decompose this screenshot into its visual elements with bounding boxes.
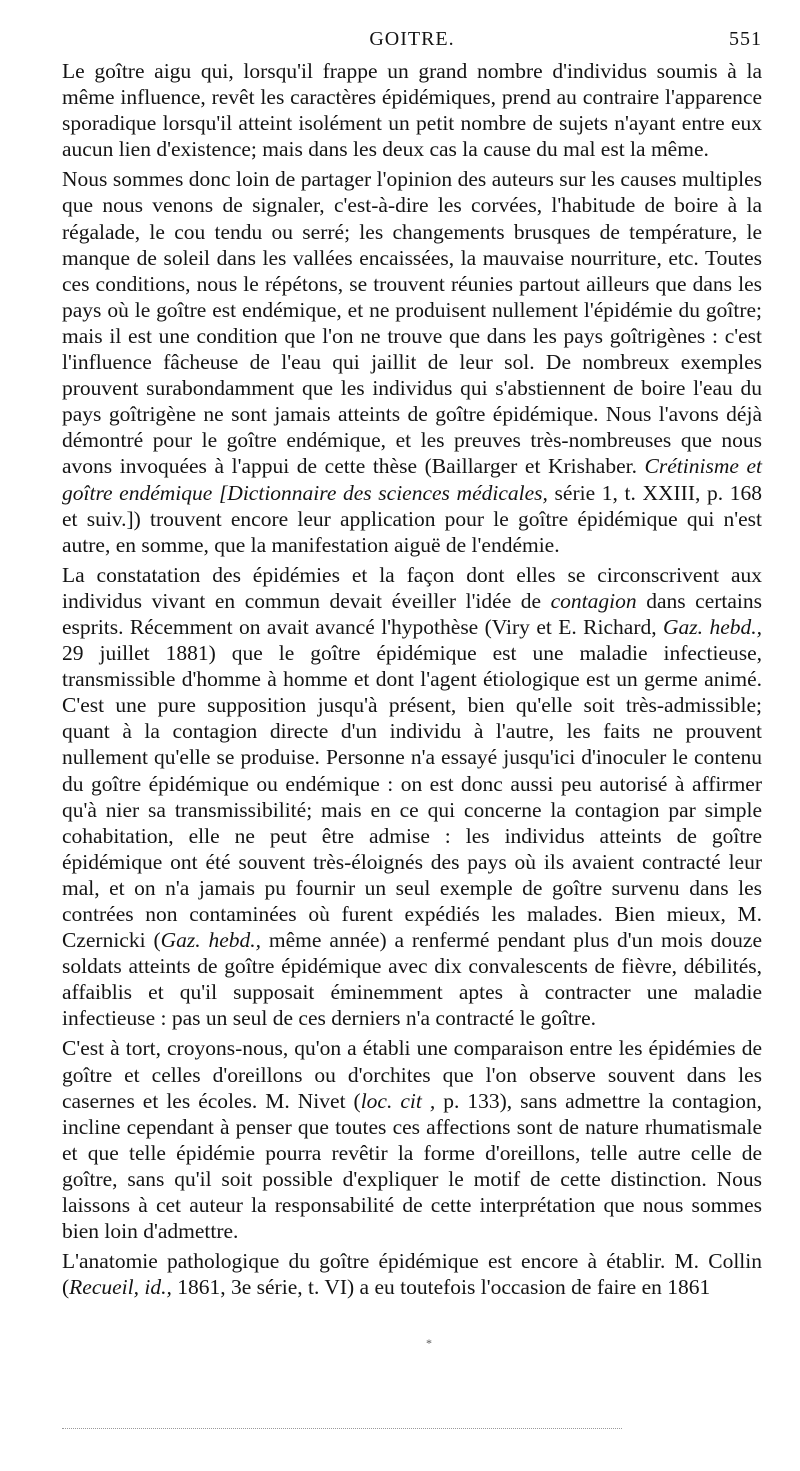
paragraph xyxy=(62,58,762,162)
italic-text: Recueil, id., xyxy=(69,1275,172,1300)
text-run: 1861, 3e série, t. VI) a eu toutefois l'occasion de faire en 1861 xyxy=(171,1275,711,1300)
text-run: La constatation des épidémies et la façon dont elles se circonscrivent aux individus vivant en commun devait éveiller l'idée de xyxy=(62,562,762,613)
text-run: Nous sommes donc loin de partager l'opinion des auteurs sur les causes multiples que nous venons de signaler, c'est-à-dire les corvées, l'habitude de boire à la régalade, le cou tendu ou serré; les changements brusques de température, le manque de soleil dans les vallées encaissées, la mauvaise nourriture, etc. Toutes ces conditions, nous le répétons, se trouvent réunies partout ailleurs que dans les pays où le goître est endémique, et ne produisent nullement l'épidémie du goître; mais il est une condition que l'on ne trouve que dans les pays goîtrigènes : c'est l'influence fâcheuse de l'eau qui jaillit de leur sol. De nombreux exemples prouvent surabondamment que les individus qui s'abstiennent de boire l'eau du pays goîtrigène ne sont jamais atteints de goître épidémique. Nous l'avons déjà démontré pour le goître endémique, et les preuves très-nombreuses que nous avons invoquées à l'appui de cette thèse (Baillarger et Krishaber. xyxy=(62,167,762,479)
italic-text: Gaz. hebd., xyxy=(160,928,262,953)
footer-rule xyxy=(62,1428,622,1429)
italic-text: Gaz. hebd., xyxy=(663,614,763,639)
text-run: 29 juillet 1881) que le goître épidémique est une maladie infectieuse, transmissible d'homme à homme et dont l'agent étiologique est un germe animé. C'est une pure supposition jusqu'à présent, bien qu'elle soit très-admissible; quant à la contagion directe d'un individu à l'autre, les faits ne prouvent nullement qu'elle se produise. Personne n'a essayé jusqu'ici d'inoculer le contenu du goître épidémique ou endémique : on est donc aussi peu autorisé à affirmer qu'à nier sa transmissibilité; mais en ce qui concerne la contagion par simple cohabitation, elle ne peut être admise : les individus atteints de goître épidémique ont été souvent très-éloignés des pays où ils avaient contracté leur mal, et on n'a jamais pu fournir un seul exemple de goître survenu dans les contrées non contaminées où furent expédiés les malades. Bien mieux, M. Czernicki ( xyxy=(62,641,762,953)
running-title: GOITRE. xyxy=(369,28,455,50)
italic-text: loc. cit , xyxy=(360,1088,436,1113)
text-run: C'est à tort, croyons-nous, qu'on a établi une comparaison entre les épidémies de goître et celles d'oreillons ou d'orchites que l'on observe souvent dans les casernes et les écoles. M. Nivet ( xyxy=(62,1036,762,1113)
page-number: 551 xyxy=(729,28,762,50)
text-run: même année) a renfermé pendant plus d'un mois douze soldats atteints de goître épidémique avec dix convalescents de fièvre, débilités, affaiblis et qu'il supposait éminemment aptes à contracter une maladie infectieuse : pas un seul de ces derniers n'a contracté le goître. xyxy=(62,928,762,1031)
text-run: Le goître aigu qui, lorsqu'il frappe un grand nombre d'individus soumis à la même influence, revêt les caractères épidémiques, prend au contraire l'apparence sporadique lorsqu'il atteint isolément un petit nombre de sujets n'ayant entre eux aucun lien d'existence; mais dans les deux cas la cause du mal est la même. xyxy=(62,59,762,162)
print-mark: * xyxy=(426,1336,432,1350)
paragraph xyxy=(62,1035,762,1244)
paragraph xyxy=(62,562,762,1032)
italic-text: contagion xyxy=(550,588,637,613)
paragraph xyxy=(62,166,762,557)
italic-text: Crétinisme et goître endémique [Dictionnaire des sciences médicales, xyxy=(62,454,762,505)
text-run: p. 133), sans admettre la contagion, incline cependant à penser que toutes ces affections sont de nature rhumatismale et que telle épidémie pourra revêtir la forme d'oreillons, telle autre celle de goître, sans qu'il soit possible d'expliquer le motif de cette distinction. Nous laissons à cet auteur la responsabilité de cette interprétation que nous sommes bien loin d'admettre. xyxy=(62,1088,762,1244)
text-run: L'anatomie pathologique du goître épidémique est encore à établir. M. Collin ( xyxy=(62,1249,762,1300)
text-run: série 1, t. XXIII, p. 168 et suiv.]) trouvent encore leur application pour le goître épidémique qui n'est autre, en somme, que la manifestation aiguë de l'endémie. xyxy=(62,480,763,557)
text-run: dans certains esprits. Récemment on avait avancé l'hypothèse (Viry et E. Richard, xyxy=(62,588,762,639)
paragraph xyxy=(62,1248,762,1300)
body-text xyxy=(62,58,762,1304)
page-header xyxy=(62,28,762,54)
